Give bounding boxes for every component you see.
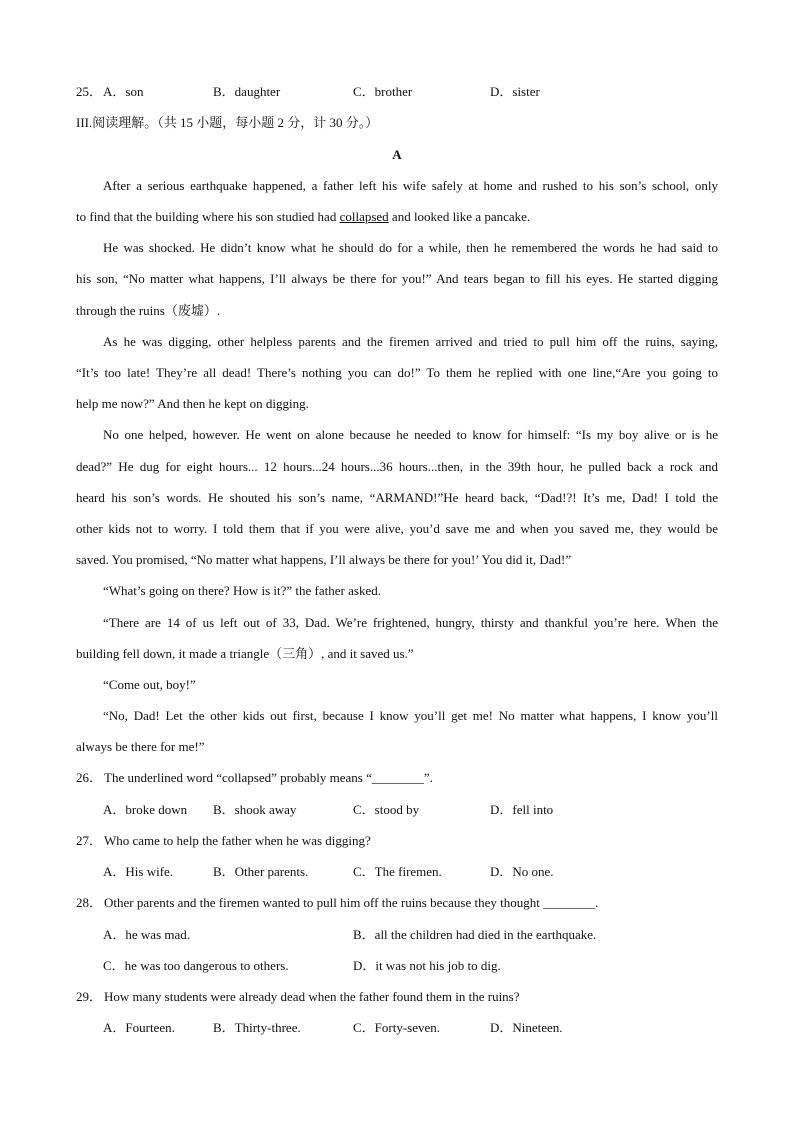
question-number: 25． [76,84,103,99]
question-stem: The underlined word “collapsed” probably means “________”. [104,770,433,785]
option-c: C．stood by [353,802,420,817]
passage-line: dead?” He dug for eight hours... 12 hours...24 hours...36 hours...then, in the 39th hour, he pulled back a rock and [76,459,718,474]
question-stem: Who came to help the father when he was digging? [104,833,371,848]
passage-line: “No, Dad! Let the other kids out first, because I know you’ll get me! No matter what happens, I know you’ll [103,708,718,723]
option-c: C．he was too dangerous to others. [103,958,289,973]
passage-text: and looked like a pancake. [388,209,531,224]
question-number: 26． [76,770,103,785]
option-d: D．it was not his job to dig. [353,958,501,973]
option-a: A．broke down [103,802,188,817]
option-a: A．son [103,84,144,99]
question-stem: Other parents and the firemen wanted to pull him off the ruins because they thought ________. [104,895,599,910]
passage-line: his son, “No matter what happens, I’ll always be there for you!” And tears began to fill his eyes. He started digging [76,271,718,286]
option-b: B．all the children had died in the earthquake. [353,927,597,942]
passage-line: He was shocked. He didn’t know what he should do for a while, then he remembered the words he had said to [103,240,718,255]
option-b: B．Other parents. [213,864,309,879]
passage-line: through the ruins（废墟）. [76,303,221,318]
passage-line: “What’s going on there? How is it?” the father asked. [103,583,381,598]
option-b: B．daughter [213,84,281,99]
passage-line: “It’s too late! They’re all dead! There’s nothing you can do!” To them he replied with one line,“Are you going to [76,365,718,380]
passage-line: As he was digging, other helpless parents and the firemen arrived and tried to pull him off the ruins, saying, [103,334,718,349]
passage-line: saved. You promised, “No matter what happens, I’ll always be there for you!’ You did it, Dad!” [76,552,572,567]
section-header: III.阅读理解。（共 15 小题，每小题 2 分，计 30 分。） [76,115,379,130]
underlined-word: collapsed [339,209,389,224]
option-a: A．Fourteen. [103,1020,175,1035]
passage-line: always be there for me!” [76,739,205,754]
passage-line: help me now?” And then he kept on digging. [76,396,309,411]
option-b: B．Thirty-three. [213,1020,301,1035]
question-stem: How many students were already dead when the father found them in the ruins? [104,989,520,1004]
option-a: A．he was mad. [103,927,191,942]
passage-line: other kids not to worry. I told them that if you were alive, you’d save me and when you saved me, they would be [76,521,718,536]
passage-title: A [392,147,402,162]
passage-line: “There are 14 of us left out of 33, Dad. We’re frightened, hungry, thirsty and thankful you’re here. When the [103,615,718,630]
passage-line [76,209,718,225]
question-number: 29． [76,989,103,1004]
passage-line: heard his son’s words. He shouted his son’s name, “ARMAND!”He heard back, “Dad!?! It’s me, Dad! I told the [76,490,718,505]
passage-line: No one helped, however. He went on alone because he needed to know for himself: “Is my boy alive or is he [103,427,718,442]
option-d: D．sister [490,84,540,99]
option-d: D．No one. [490,864,554,879]
option-c: C．Forty-seven. [353,1020,441,1035]
passage-line: building fell down, it made a triangle（三角）, and it saved us.” [76,646,414,661]
option-a: A．His wife. [103,864,174,879]
question-number: 28． [76,895,103,910]
passage-text: to find that the building where his son studied had [76,209,340,224]
question-number: 27． [76,833,103,848]
passage-line: “Come out, boy!” [103,677,196,692]
option-c: C．The firemen. [353,864,442,879]
option-c: C．brother [353,84,413,99]
option-d: D．fell into [490,802,554,817]
passage-line: After a serious earthquake happened, a father left his wife safely at home and rushed to his son’s school, only [103,178,718,193]
option-d: D．Nineteen. [490,1020,563,1035]
option-b: B．shook away [213,802,297,817]
